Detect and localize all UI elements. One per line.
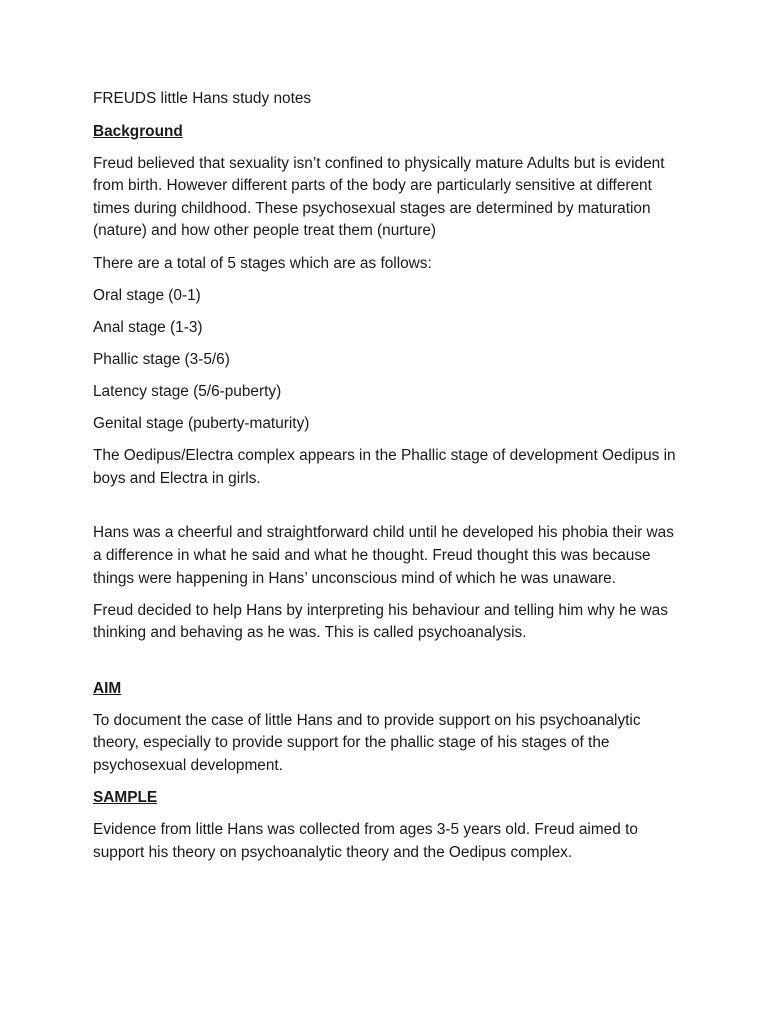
stage-anal: Anal stage (1-3) bbox=[93, 318, 203, 336]
background-paragraph: Freud believed that sexuality isn’t confined to physically mature Adults but is evident from birth. However different parts of the body are particularly sensitive at different times during childhood. These psychosexual stages are determined by maturation (nature) and how other people treat them (nurture) bbox=[93, 154, 665, 240]
stage-latency: Latency stage (5/6-puberty) bbox=[93, 382, 282, 400]
aim-paragraph: To document the case of little Hans and to provide support on his psychoanalytic theory, especially to provide support for the phallic stage of his stages of the psychosexual development. bbox=[93, 711, 641, 775]
stage-genital: Genital stage (puberty-maturity) bbox=[93, 415, 310, 433]
sample-heading: SAMPLE bbox=[93, 789, 158, 807]
psychoanalysis-paragraph: Freud decided to help Hans by interpreting his behaviour and telling him why he was thinking and behaving as he was. This is called psychoanalysis. bbox=[93, 601, 668, 642]
stage-oral: Oral stage (0-1) bbox=[93, 286, 201, 304]
background-heading: Background bbox=[93, 122, 183, 140]
sample-paragraph: Evidence from little Hans was collected from ages 3-5 years old. Freud aimed to support his theory on psychoanalytic theory and the Oedipus complex. bbox=[93, 821, 638, 861]
hans-paragraph: Hans was a cheerful and straightforward child until he developed his phobia their was a difference in what he said and what he thought. Freud thought this was because things were happening in Hans’ unconscious mind of which he was unaware. bbox=[93, 524, 674, 587]
complex-paragraph: The Oedipus/Electra complex appears in the Phallic stage of development Oedipus in boys and Electra in girls. bbox=[93, 447, 676, 487]
stages-intro: There are a total of 5 stages which are as follows: bbox=[93, 254, 432, 272]
document-title: FREUDS little Hans study notes bbox=[93, 90, 312, 107]
aim-heading: AIM bbox=[93, 679, 122, 697]
stage-phallic: Phallic stage (3-5/6) bbox=[93, 350, 230, 368]
